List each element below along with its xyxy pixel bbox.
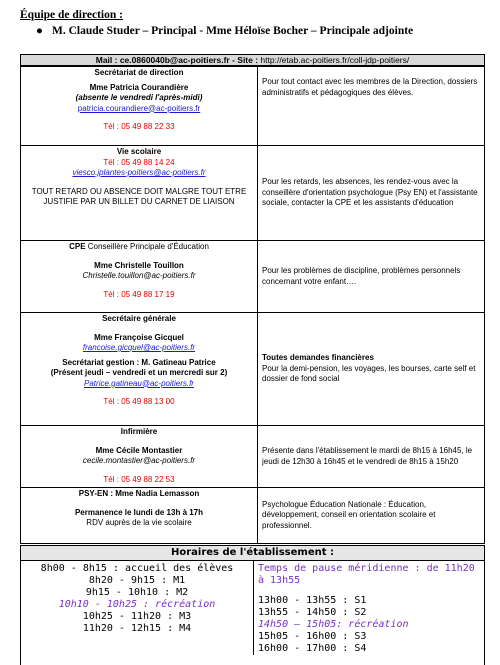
secretariat-phone: Tél : 05 49 88 22 33 [103,122,175,131]
row-secretaire [21,313,485,426]
morning-break: 10h10 - 10h25 : récréation [58,599,216,610]
secretaire-cell [21,313,258,426]
hours-afternoon [254,561,484,655]
site-url[interactable]: http://etab.ac-poitiers.fr/coll-jdp-poitiers/ [260,55,410,65]
secretariat-name: Mme Patricia Courandière [89,82,189,92]
secretaire-title: Secrétaire générale [102,314,176,323]
morning-slot: 8h00 - 8h15 : accueil des élèves [40,563,234,574]
mail-label[interactable]: Mail : ce.0860040b@ac-poitiers.fr [95,55,230,65]
row-vie-scolaire [21,146,485,241]
afternoon-break: 14h50 – 15h05: récréation [258,619,409,630]
vie-scolaire-desc: Pour les retards, les absences, les rendez-vous avec la conseillère d'orientation psychologue (Psy EN) et l'assistante sociale, contacter la CPE et les assistants d'éducation [258,146,485,241]
infirmiere-phone: Tél : 05 49 88 22 53 [103,474,175,484]
gestion-email-link[interactable]: Patrice.gatineau@ac-poitiers.fr [84,378,194,388]
leadership-text: M. Claude Studer – Principal - Mme Héloïse Bocher – Principale adjointe [52,25,414,37]
morning-slot: 9h15 - 10h10 : M2 [85,587,189,598]
secretaire-email-link[interactable]: francoise.gicquel@ac-poitiers.fr [82,343,196,352]
hours-title: Horaires de l'établissement : [21,546,484,561]
vie-scolaire-email-link[interactable]: viesco.jplantes-poitiers@ac-poitiers.fr [72,168,206,177]
afternoon-slot: 13h55 - 14h50 : S2 [258,607,367,618]
infirmiere-title: Infirmière [120,427,158,436]
section-heading: Équipe de direction : [20,9,123,21]
morning-slot: 10h25 - 11h20 : M3 [82,611,192,622]
cpe-title [24,242,254,253]
afternoon-slot: 16h00 - 17h00 : S4 [258,643,367,654]
secretaire-name: Mme Françoise Gicquel [94,332,184,342]
leadership-line [36,25,413,37]
secretariat-email-link[interactable]: patricia.courandiere@ac-poitiers.fr [77,103,201,113]
morning-slot: 8h20 - 9h15 : M1 [88,575,186,586]
bullet-icon: ● [36,25,43,37]
cpe-cell [21,241,258,313]
finance-title: Toutes demandes financières [262,353,374,363]
infirmiere-name: Mme Cécile Montastier [95,445,183,455]
cpe-title-full: Conseillère Principale d'Éducation [85,242,209,251]
row-cpe [21,241,485,313]
cpe-email[interactable]: Christelle.touillon@ac-poitiers.fr [82,271,196,280]
psy-permanence: Permanence le lundi de 13h à 17h [74,507,204,517]
psy-rdv: RDV auprès de la vie scolaire [86,518,192,527]
row-infirmiere [21,426,485,488]
secretaire-phone: Tél : 05 49 88 13 00 [103,397,175,406]
secretaire-desc-cell [258,313,485,426]
psy-desc: Psychologue Éducation Nationale : Éducation, développement, conseil en orientation scolaire et professionnel. [258,488,485,544]
afternoon-slot: 15h05 - 16h00 : S3 [258,631,367,642]
vie-scolaire-title: Vie scolaire [116,147,162,156]
secretariat-note: (absente le vendredi l'après-midi) [75,93,203,102]
hours-body [21,561,484,655]
lunch-break: Temps de pause méridienne : de 11h20 à 13h55 [258,563,475,586]
secretariat-cell [21,67,258,146]
psy-title: PSY-EN : Mme Nadia Lemasson [78,489,200,498]
afternoon-slot: 13h00 - 13h55 : S1 [258,595,367,606]
cpe-name: Mme Christelle Touillon [94,260,184,270]
infirmiere-cell [21,426,258,488]
infirmiere-desc: Présente dans l'établissement le mardi de 8h15 à 16h45, le jeudi de 12h30 à 16h45 et le vendredi de 8h15 à 15h20 [258,426,485,488]
vie-scolaire-cell [21,146,258,241]
row-secretariat [21,67,485,146]
cpe-phone: Tél : 05 49 88 17 19 [103,289,175,299]
mail-site-bar [20,54,485,66]
vie-scolaire-notice: TOUT RETARD OU ABSENCE DOIT MALGRE TOUT ETRE JUSTIFIE PAR UN BILLET DU CARNET DE LIAISON [31,186,247,206]
secretariat-title: Secrétariat de direction [94,68,184,77]
gestion-title: Secrétariat gestion : M. Gatineau Patrice [62,357,216,367]
hours-box [20,545,485,665]
psy-cell [21,488,258,544]
row-psy [21,488,485,544]
cpe-desc: Pour les problèmes de discipline, problèmes personnels concernant votre enfant…. [258,241,485,313]
infirmiere-email[interactable]: cecile.montastier@ac-poitiers.fr [82,456,196,465]
gestion-note: (Présent jeudi – vendredi et un mercredi sur 2) [50,368,228,377]
cpe-title-abbr: CPE [69,242,86,251]
site-label: - Site : [229,55,261,65]
contacts-table [20,66,485,544]
vie-scolaire-phone: Tél : 05 49 88 14 24 [103,157,175,167]
hours-morning [21,561,254,655]
secretariat-desc: Pour tout contact avec les membres de la Direction, dossiers administratifs et pédagogiques des élèves. [258,67,485,146]
morning-slot: 11h20 - 12h15 : M4 [82,623,192,634]
finance-desc: Pour la demi-pension, les voyages, les bourses, carte self et dossier de fond social [262,363,476,384]
